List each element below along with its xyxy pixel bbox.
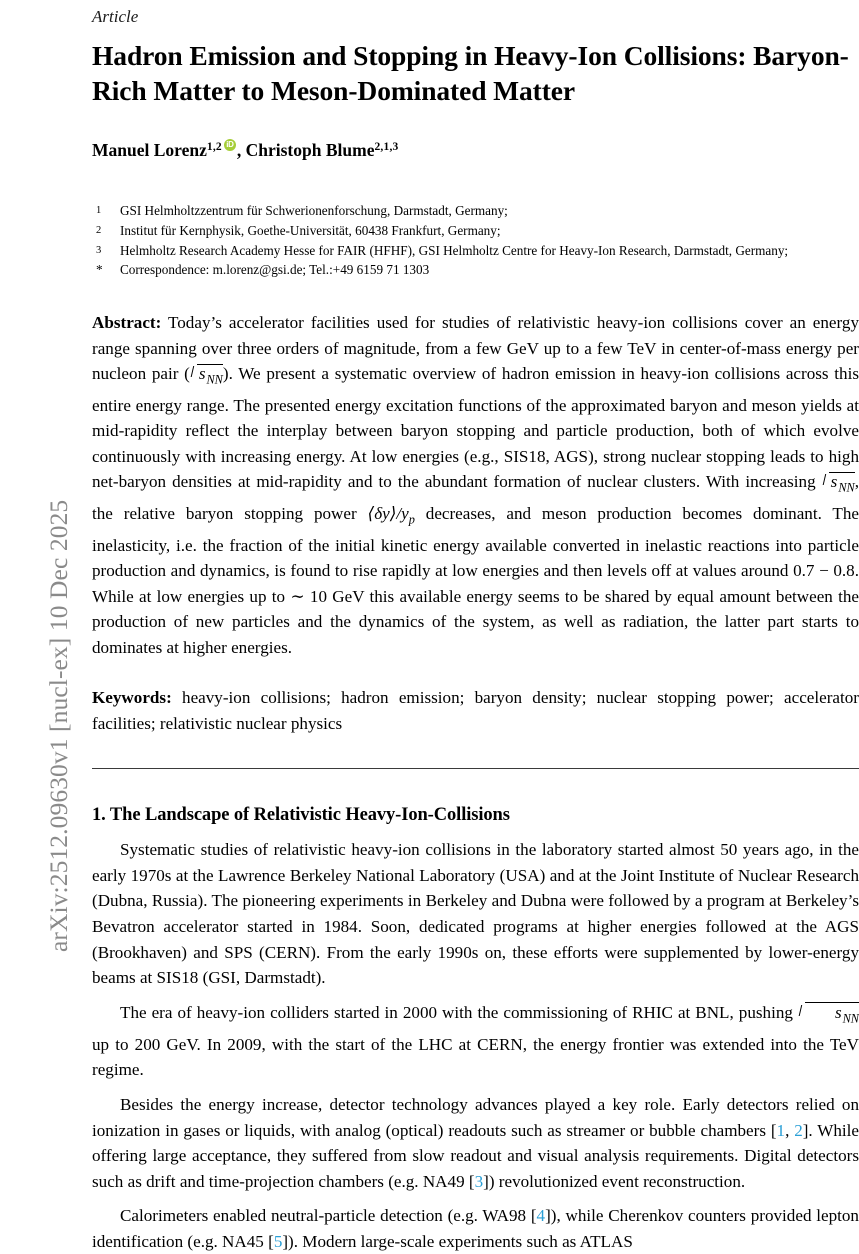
keywords-paragraph	[92, 685, 859, 736]
affiliation-text: Helmholtz Research Academy Hesse for FAIR (HFHF), GSI Helmholtz Centre for Heavy-Ion Research, Darmstadt, Germany;	[120, 242, 789, 258]
math-stopping-power	[367, 504, 415, 527]
affiliation-text: GSI Helmholtzzentrum für Schwerionenforschung, Darmstadt, Germany;	[120, 202, 508, 218]
correspondence-marker: *	[96, 262, 103, 278]
author-name-2: Christoph Blume	[245, 139, 375, 160]
paragraph-3-text-c: ]. While offering large acceptance, they suffered from slow readout and visual analysis requirements. Digital detectors such as drift and time-projection chambers (e.g. NA49 [	[92, 1120, 859, 1191]
section-heading-1	[92, 803, 859, 827]
body-paragraph-1: Systematic studies of relativistic heavy-ion collisions in the laboratory started almost 50 years ago, in the early 1970s at the Lawrence Berkeley National Laboratory (USA) and at the Joint Institute of Nuclear Research (Dubna, Russia). The pioneering experiments in Berkeley and Dubna were followed by a program at Berkeley’s Bevatron accelerator started in 1984. Soon, dedicated programs at higher energies followed at the AGS (Brookhaven) and SPS (CERN). From the early 1990s on, these efforts were supplemented by lower-energy beams at SIS18 (GSI, Darmstadt).	[92, 840, 859, 988]
abstract-text-part-3: , the relative baryon stopping power	[92, 472, 859, 524]
paragraph-3-text-d: ]) revolutionized event reconstruction.	[483, 1171, 746, 1191]
citation-link-1[interactable]: 1	[776, 1120, 786, 1140]
math-radicand: s	[834, 1002, 842, 1022]
page-title: Hadron Emission and Stopping in Heavy-Ion Collisions: Baryon-Rich Matter to Meson-Dominated Matter	[92, 40, 849, 106]
math-sqrt-snn-3	[798, 1000, 859, 1032]
affiliation-item	[92, 242, 859, 261]
correspondence-item	[92, 261, 859, 280]
paragraph-3-text-a: Besides the energy increase, detector technology advances played a key role. Early detectors relied on ionization in gases or liquids, with analog (optical) readouts such as streamer or bubble chambers [	[92, 1094, 859, 1140]
arxiv-stamp	[0, 0, 73, 1200]
author-separator: ,	[236, 139, 246, 160]
abstract-text-part-2: ). We present a systematic overview of hadron emission in heavy-ion collisions across this entire energy range. The presented energy excitation functions of the approximated baryon and meson yields at mid-rapidity reflect the interplay between baryon stopping and particle production, both of which evolve continuously with increasing energy. At low energies (e.g., SIS18, AGS), strong nuclear stopping leads to high net-baryon densities at mid-rapidity and to the abundant formation of nuclear clusters. With increasing	[92, 364, 859, 492]
math-sqrt-snn-1	[190, 361, 223, 393]
correspondence-text: Correspondence: m.lorenz@gsi.de; Tel.:+49 6159 71 1303	[120, 262, 430, 278]
affiliation-marker: 1	[96, 204, 102, 216]
citation-link-4[interactable]: 4	[536, 1206, 546, 1226]
affiliation-item	[92, 202, 859, 221]
section-number: 1.	[92, 805, 106, 826]
math-radicand: s	[830, 472, 838, 492]
math-subscript: NN	[842, 1011, 859, 1026]
abstract-paragraph	[92, 310, 859, 660]
keywords-text: heavy-ion collisions; hadron emission; baryon density; nuclear stopping power; accelerator facilities; relativistic nuclear physics	[92, 688, 859, 733]
paper-page	[92, 0, 859, 1251]
author-affiliation-markers-1: 1,2	[206, 141, 222, 153]
body-paragraph-2	[92, 1000, 859, 1083]
paragraph-4-text-c: ]). Modern large-scale experiments such as ATLAS	[282, 1231, 633, 1251]
paragraph-4-text-b: ]), while Cherenkov counters provided lepton identification (e.g. NA45 [	[92, 1206, 859, 1251]
article-type-label: Article	[92, 7, 139, 26]
body-paragraph-4	[92, 1203, 859, 1254]
paragraph-3-text-b: ,	[785, 1120, 795, 1140]
affiliation-marker: 3	[96, 244, 102, 256]
math-radicand: s	[198, 364, 206, 384]
abstract-text-part-1: Today’s accelerator facilities used for studies of relativistic heavy-ion collisions cover an energy range spanning over three orders of magnitude, from a few GeV up to a few TeV in center-of-mass energy per nucleon pair (	[92, 313, 859, 384]
citation-link-2[interactable]: 2	[794, 1120, 803, 1140]
section-divider	[92, 768, 859, 769]
math-sqrt-snn-2	[822, 469, 855, 501]
author-affiliation-markers-2: 2,1,3	[374, 141, 399, 153]
section-heading-text: The Landscape of Relativistic Heavy-Ion-Collisions	[109, 805, 510, 826]
author-name-1: Manuel Lorenz	[92, 139, 207, 160]
arxiv-identifier-text: arXiv:2512.09630v1 [nucl-ex] 10 Dec 2025	[44, 499, 73, 952]
paragraph-4-text-a: Calorimeters enabled neutral-particle detection (e.g. WA98 [	[120, 1206, 537, 1226]
affiliation-marker: 2	[96, 224, 102, 236]
math-subscript: NN	[206, 372, 223, 387]
math-expression: ⟨δy⟩/y	[367, 504, 409, 524]
citation-link-5[interactable]: 5	[273, 1231, 283, 1251]
math-subscript: NN	[838, 480, 855, 495]
abstract-text-part-4: decreases, and meson production becomes dominant. The inelasticity, i.e. the fraction of the initial kinetic energy available converted in inelastic reactions into particle production and dynamics, is found to rise rapidly at low energies and then levels off at values around 0.7 − 0.8. While at low energies up to ∼ 10 GeV this available energy seems to be shared by equal amount between the production of new particles and the dynamics of the system, as well as radiation, the latter part starts to dominates at higher energies.	[92, 504, 859, 657]
paragraph-2-text-b: up to 200 GeV. In 2009, with the start of the LHC at CERN, the energy frontier was extended into the TeV regime.	[92, 1034, 859, 1080]
paragraph-2-text-a: The era of heavy-ion colliders started in 2000 with the commissioning of RHIC at BNL, pushing	[120, 1002, 798, 1022]
math-subscript: p	[408, 512, 415, 527]
affiliation-list	[92, 202, 859, 280]
abstract-label: Abstract:	[92, 313, 162, 333]
author-list	[92, 135, 859, 162]
body-paragraph-3	[92, 1092, 859, 1194]
orcid-id-icon[interactable]	[224, 139, 236, 151]
keywords-label: Keywords:	[92, 688, 172, 708]
affiliation-text: Institut für Kernphysik, Goethe-Universität, 60438 Frankfurt, Germany;	[120, 222, 501, 238]
affiliation-item	[92, 222, 859, 241]
citation-link-3[interactable]: 3	[474, 1171, 484, 1191]
